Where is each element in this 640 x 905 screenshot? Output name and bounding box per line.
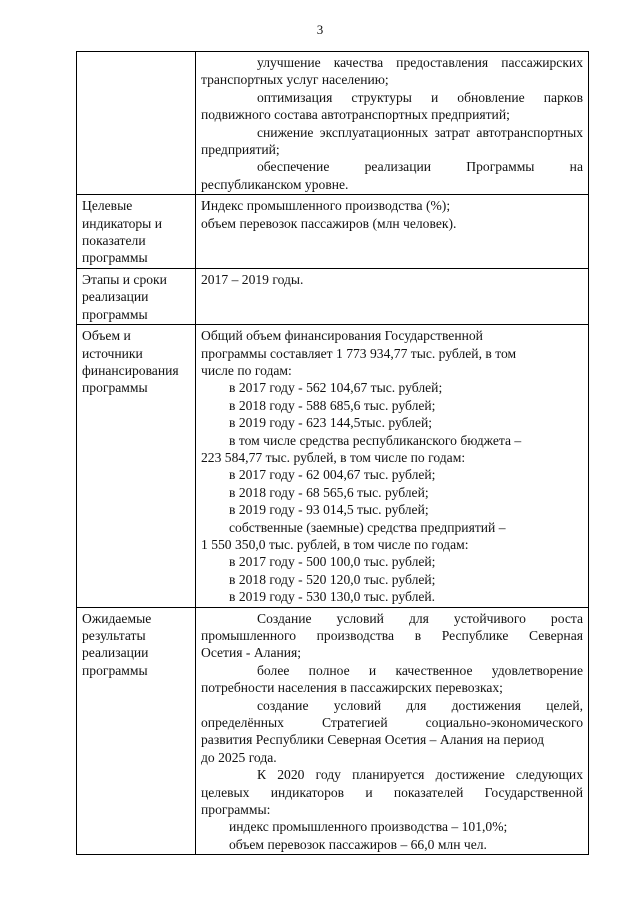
content-line: обеспечение реализации Программы на <box>257 159 583 175</box>
content-line: подвижного состава автотранспортных предприятий; <box>201 107 510 123</box>
row-content-cell <box>196 607 589 855</box>
row-label-line: Ожидаемые <box>82 610 152 626</box>
row-label-line: реализации <box>82 289 149 305</box>
content-line: Осетия - Алания; <box>201 645 302 661</box>
row-label-cell <box>77 607 196 855</box>
content-line: в 2017 году - 62 004,67 тыс. рублей; <box>229 467 436 483</box>
row-content-cell <box>196 325 589 608</box>
content-line: в 2018 году - 520 120,0 тыс. рублей; <box>229 571 436 587</box>
table-row-stages <box>77 268 589 324</box>
row-label-line: Объем и <box>82 328 131 344</box>
content-line: объем перевозок пассажиров – 66,0 млн чел. <box>229 836 487 852</box>
content-line: 223 584,77 тыс. рублей, в том числе по годам: <box>201 449 466 465</box>
content-line: оптимизация структуры и обновление парков <box>257 89 583 105</box>
content-line: Создание условий для устойчивого роста <box>257 610 583 626</box>
row-label-line: реализации <box>82 645 149 661</box>
row-label-line: источники <box>82 345 143 361</box>
content-line: до 2025 года. <box>201 749 277 765</box>
row-label-line: программы <box>82 306 148 322</box>
row-label-cell <box>77 195 196 269</box>
table-row-financing <box>77 325 589 608</box>
row-label-cell <box>77 268 196 324</box>
row-label-line: финансирования <box>82 362 179 378</box>
content-line: республиканском уровне. <box>201 176 349 192</box>
content-line: развития Республики Северная Осетия – Алания на период <box>201 732 545 748</box>
content-line: Общий объем финансирования Государственной <box>201 328 483 344</box>
program-passport-table <box>76 51 589 855</box>
content-line: предприятий; <box>201 142 280 158</box>
content-line: К 2020 году планируется достижение следующих <box>257 767 583 783</box>
content-line: создание условий для достижения целей, <box>257 697 583 713</box>
content-line: в 2019 году - 623 144,5тыс. рублей; <box>229 415 433 431</box>
row-content-cell <box>196 52 589 195</box>
content-line: в 2019 году - 530 130,0 тыс. рублей. <box>229 589 436 605</box>
row-content-cell <box>196 195 589 269</box>
row-content-cell <box>196 268 589 324</box>
row-label-cell <box>77 52 196 195</box>
row-label-cell <box>77 325 196 608</box>
content-line: числе по годам: <box>201 362 292 378</box>
row-label-line: программы <box>82 250 148 266</box>
content-line: более полное и качественное удовлетворение <box>257 662 583 678</box>
row-label-line: программы <box>82 380 148 396</box>
content-line: 2017 – 2019 годы. <box>201 271 304 287</box>
content-line: в 2018 году - 68 565,6 тыс. рублей; <box>229 484 429 500</box>
content-line: индекс промышленного производства – 101,0%; <box>229 819 508 835</box>
content-line: потребности населения в пассажирских перевозках; <box>201 680 503 696</box>
table-row-expected-results <box>77 607 589 855</box>
row-label-line: результаты <box>82 628 146 643</box>
content-line: целевых индикаторов и показателей Государственной <box>201 784 583 800</box>
page-number: 3 <box>316 22 324 37</box>
content-line: снижение эксплуатационных затрат автотранспортных <box>257 124 583 140</box>
content-line: в 2017 году - 500 100,0 тыс. рублей; <box>229 554 436 570</box>
content-line: Индекс промышленного производства (%); <box>201 198 451 214</box>
content-line: транспортных услуг населению; <box>201 72 389 88</box>
row-label-line: программы <box>82 662 148 678</box>
content-line: промышленного производства в Республике Северная <box>201 628 583 643</box>
content-line: программы составляет 1 773 934,77 тыс. рублей, в том <box>201 345 517 361</box>
content-line: в 2019 году - 93 014,5 тыс. рублей; <box>229 502 429 518</box>
row-label-line: Целевые <box>82 198 133 214</box>
table-row-objectives <box>77 52 589 195</box>
content-line: определённых Стратегией социально-экономического <box>201 715 583 731</box>
content-line: объем перевозок пассажиров (млн человек). <box>201 215 457 231</box>
content-line: в 2018 году - 588 685,6 тыс. рублей; <box>229 397 436 413</box>
content-line: в 2017 году - 562 104,67 тыс. рублей; <box>229 380 443 396</box>
row-label-line: индикаторы и <box>82 215 162 231</box>
content-line: 1 550 350,0 тыс. рублей, в том числе по годам: <box>201 536 469 552</box>
content-line: собственные (заемные) средства предприятий – <box>229 519 506 535</box>
content-line: в том числе средства республиканского бюджета – <box>229 432 522 448</box>
content-line: улучшение качества предоставления пассажирских <box>257 55 583 70</box>
row-label-line: показатели <box>82 233 146 249</box>
row-label-line: Этапы и сроки <box>82 271 167 287</box>
table-row-target-indicators <box>77 195 589 269</box>
content-line: программы: <box>201 802 271 818</box>
